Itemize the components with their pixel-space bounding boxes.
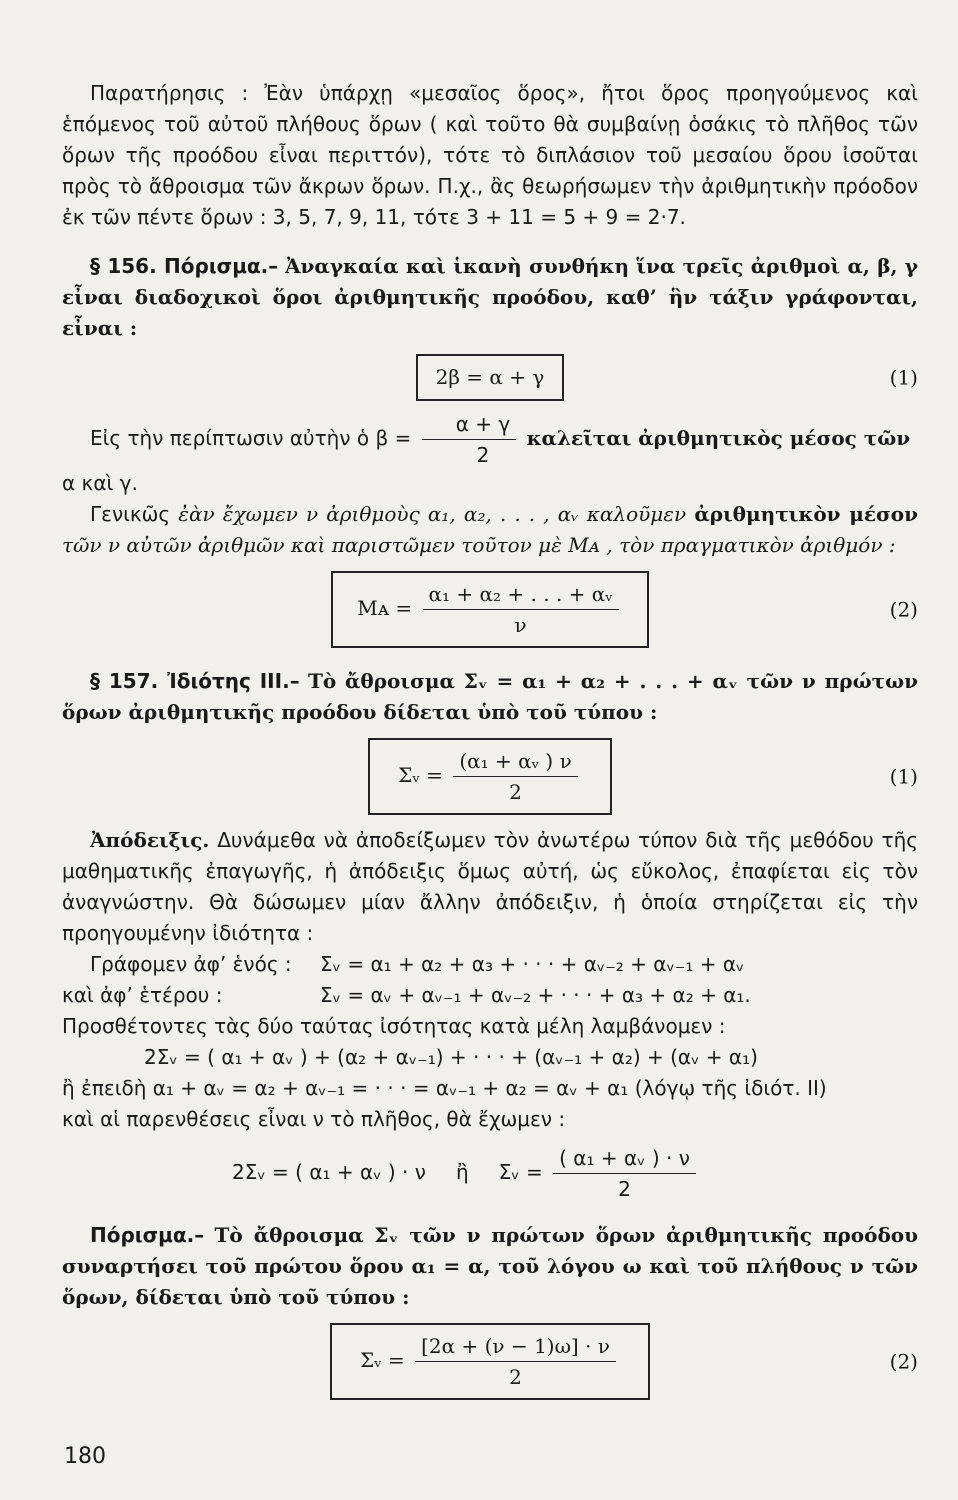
add-text: Προσθέτοντες τὰς δύο ταύτας ἰσότητας κατὰ μέλη λαμβάνομεν :: [62, 1014, 726, 1038]
equation-number: (2): [889, 1349, 918, 1373]
corollary-paragraph: [62, 1220, 918, 1313]
mean-fraction: [423, 581, 619, 638]
sum-denominator: 2: [509, 780, 522, 804]
section-157-paragraph: [62, 666, 918, 728]
corollary-formula-row: [62, 1323, 918, 1400]
section-156-text: Ἀναγκαία καὶ ἱκανὴ συνθήκη ἵνα τρεῖς ἀριθμοὶ α, β, γ εἶναι διαδοχικοὶ ὅροι ἀριθμητικῆς προόδου, καθ’ ἣν τάξιν γράφονται, εἶναι :: [62, 254, 918, 340]
corollary-lhs: Σᵥ =: [360, 1348, 405, 1372]
corollary-text: Τὸ ἄθροισμα Σᵥ τῶν ν πρώτων ὅρων ἀριθμητικῆς προόδου συναρτήσει τοῦ πρώτου ὅρου α₁ = α, τοῦ λόγου ω καὶ τοῦ πλήθους ν τῶν ὅρων, δίδεται ὑπὸ τοῦ τύπου :: [62, 1223, 919, 1309]
section-157-text: Τὸ ἄθροισμα Σᵥ = α₁ + α₂ + . . . + αᵥ τῶν ν πρώτων ὅρων ἀριθμητικῆς προόδου δίδεται ὑπὸ τοῦ τύπου :: [62, 669, 918, 724]
section-157-heading: § 157. Ἰδιότης ΙΙΙ.–: [90, 669, 300, 693]
final-left: 2Σᵥ = ( α₁ + αᵥ ) · ν: [232, 1160, 426, 1184]
sum-formula-box: [368, 738, 612, 815]
line1-equation: Σᵥ = α₁ + α₂ + α₃ + · · · + αᵥ₋₂ + αᵥ₋₁ + αᵥ: [320, 952, 745, 976]
corollary-fraction: [415, 1333, 616, 1390]
general-text: ἐὰν ἔχωμεν ν ἀριθμοὺς α₁, α₂, . . . , αᵥ καλοῦμεν: [178, 502, 687, 526]
case-end: α καὶ γ.: [62, 471, 138, 495]
proof-label: Ἀπόδειξις.: [90, 828, 210, 852]
sum-line-1: [62, 949, 918, 980]
case-pre: Εἰς τὴν περίπτωσιν αὐτὴν ὁ β =: [90, 426, 412, 450]
proof-text: Δυνάμεθα νὰ ἀποδείξωμεν τὸν ἀνωτέρω τύπον διὰ τῆς μεθόδου τῆς μαθηματικῆς ἐπαγωγῆς, ἡ ἀπόδειξις ὅμως αὐτή, ὡς εὔκολος, ἐπαφίεται εἰς τὸν ἀναγνώστην. Θὰ δώσωμεν μίαν ἄλλην ἀπόδειξιν, ἡ ὁποία στηρίζεται εἰς τὴν προηγουμένην ἰδιότητα :: [62, 828, 918, 945]
formula-2b-box: 2β = α + γ: [416, 354, 565, 401]
formula-2b-row: [62, 354, 918, 401]
since-text: ἢ ἐπειδὴ α₁ + αᵥ = α₂ + αᵥ₋₁ = · · · = αᵥ₋₁ + α₂ = αᵥ + α₁ (λόγῳ τῆς ἰδιότ. ΙΙ): [62, 1076, 827, 1100]
corollary-denominator: 2: [509, 1365, 522, 1389]
equation-number: (2): [889, 597, 918, 621]
corollary-heading: Πόρισμα.–: [90, 1223, 205, 1247]
final-formula-line: [62, 1145, 918, 1202]
sum-numerator: (α₁ + αᵥ ) ν: [453, 748, 577, 777]
corollary-formula-box: [330, 1323, 650, 1400]
general-bold: ἀριθμητικὸν μέσον: [694, 502, 919, 526]
equation-number: (1): [889, 764, 918, 788]
section-156-heading: § 156. Πόρισμα.–: [90, 254, 279, 278]
remark-text: Ἐὰν ὑπάρχῃ «μεσαῖος ὅρος», ἤτοι ὅρος προηγούμενος καὶ ἑπόμενος τοῦ αὐτοῦ πλήθους ὅρων ( καὶ τοῦτο θὰ συμβαίνῃ ὁσάκις τὸ πλῆθος τῶν ὅρων τῆς προόδου εἶναι περιττόν), τότε τὸ διπλάσιον τοῦ μεσαίου ὅρου ἰσοῦται πρὸς τὸ ἄθροισμα τῶν ἄκρων ὅρων. Π.χ., ἂς θεωρήσωμεν τὴν ἀριθμητικὴν πρόοδον ἐκ τῶν πέντε ὅρων : 3, 5, 7, 9, 11,: [62, 81, 918, 229]
mean-formula-row: [62, 571, 918, 648]
line2-label: καὶ ἀφ’ ἑτέρου :: [62, 983, 223, 1007]
final-numerator: ( α₁ + αᵥ ) · ν: [553, 1145, 696, 1174]
arithmetic-mean-sentence: [62, 411, 918, 468]
remark-tail: τότε 3 + 11 = 5 + 9 = 2·7.: [412, 205, 686, 229]
sum-fraction: [453, 748, 577, 805]
equation-number: (1): [889, 365, 918, 389]
remark-label: Παρατήρησις :: [90, 81, 249, 105]
corollary-numerator: [2α + (ν − 1)ω] · ν: [415, 1333, 616, 1362]
sum-formula-row: [62, 738, 918, 815]
general-paragraph: [62, 499, 918, 561]
proof-paragraph: [62, 825, 918, 949]
line2-equation: Σᵥ = αᵥ + αᵥ₋₁ + αᵥ₋₂ + · · · + α₃ + α₂ + α₁.: [320, 983, 751, 1007]
general-lead: Γενικῶς: [90, 502, 171, 526]
page-number: 180: [64, 1444, 106, 1469]
sum-lhs: Σᵥ =: [398, 763, 443, 787]
final-denominator: 2: [618, 1177, 631, 1201]
remark-paragraph: [62, 78, 918, 233]
case-post: καλεῖται ἀριθμητικὸς μέσος τῶν: [526, 426, 911, 450]
case-fraction: [422, 411, 517, 468]
mean-numerator: α₁ + α₂ + . . . + αᵥ: [423, 581, 619, 610]
case-numerator: α + γ: [422, 411, 517, 440]
general-text-2: τῶν ν αὐτῶν ἀριθμῶν καὶ παριστῶμεν τοῦτον μὲ Mᴀ , τὸν πραγματικὸν ἀριθμόν :: [62, 533, 896, 557]
section-156-paragraph: [62, 251, 918, 344]
final-or: ἢ: [455, 1160, 469, 1184]
mean-denominator: ν: [514, 613, 527, 637]
line1-label: Γράφομεν ἀφ’ ἑνός :: [90, 952, 292, 976]
double-sum: 2Σᵥ = ( α₁ + αᵥ ) + (α₂ + αᵥ₋₁) + · · · + (αᵥ₋₁ + α₂) + (αᵥ + α₁): [144, 1045, 758, 1069]
mean-formula-box: [331, 571, 648, 648]
final-lhs: Σᵥ =: [498, 1160, 543, 1184]
sum-line-2: [62, 980, 918, 1011]
final-fraction: [553, 1145, 696, 1202]
case-denominator: 2: [476, 443, 490, 467]
count-text: καὶ αἱ παρενθέσεις εἶναι ν τὸ πλῆθος, θὰ ἔχωμεν :: [62, 1107, 566, 1131]
mean-lhs: Mᴀ =: [357, 596, 413, 620]
